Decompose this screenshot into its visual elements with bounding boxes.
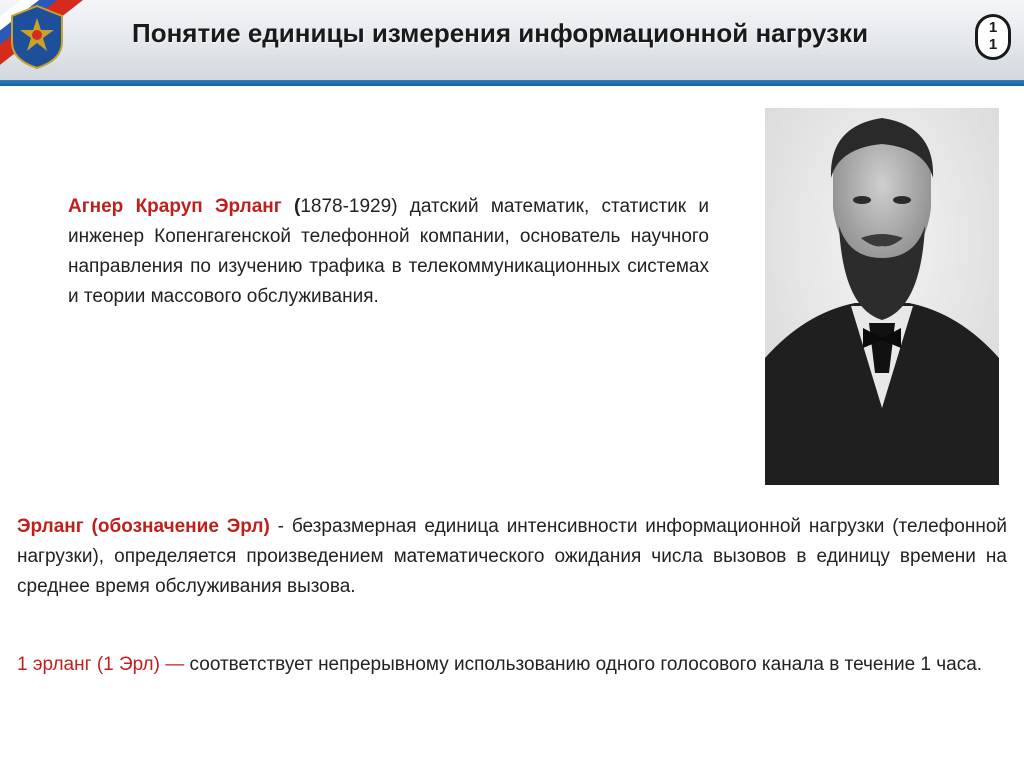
erlang-definition	[17, 512, 1007, 602]
academy-emblem-icon	[8, 4, 66, 70]
unit-term: 1 эрланг (1 Эрл) —	[17, 654, 185, 675]
bio-name: Агнер Краруп Эрланг	[68, 196, 282, 217]
bio-paragraph	[68, 192, 709, 312]
page-title: Понятие единицы измерения информационной нагрузки	[132, 18, 869, 48]
header-divider	[0, 80, 1024, 86]
erlang-unit-note	[17, 650, 1007, 680]
slide-header	[0, 0, 1024, 80]
erlang-portrait-image	[765, 108, 999, 485]
page-number-badge	[975, 14, 1011, 60]
page-number-bottom: 1	[988, 36, 998, 53]
page-number-top: 1	[988, 19, 998, 36]
bio-text: 1878-1929) датский математик, статистик и инженер Копенгагенской телефонной компании, основатель научного направления по изучению трафика в телекоммуникационных системах и теории массового обслуживания.	[68, 196, 710, 307]
definition-text: - безразмерная единица интенсивности информационной нагрузки (телефонной нагрузки), определяется произведением математического ожидания числа вызовов в единицу времени на среднее время обслуживания вызова.	[17, 516, 1008, 597]
definition-term: Эрланг (обозначение Эрл)	[17, 516, 270, 537]
bio-paren: (	[294, 196, 301, 217]
unit-text: соответствует непрерывному использованию одного голосового канала в течение 1 часа.	[184, 654, 983, 675]
